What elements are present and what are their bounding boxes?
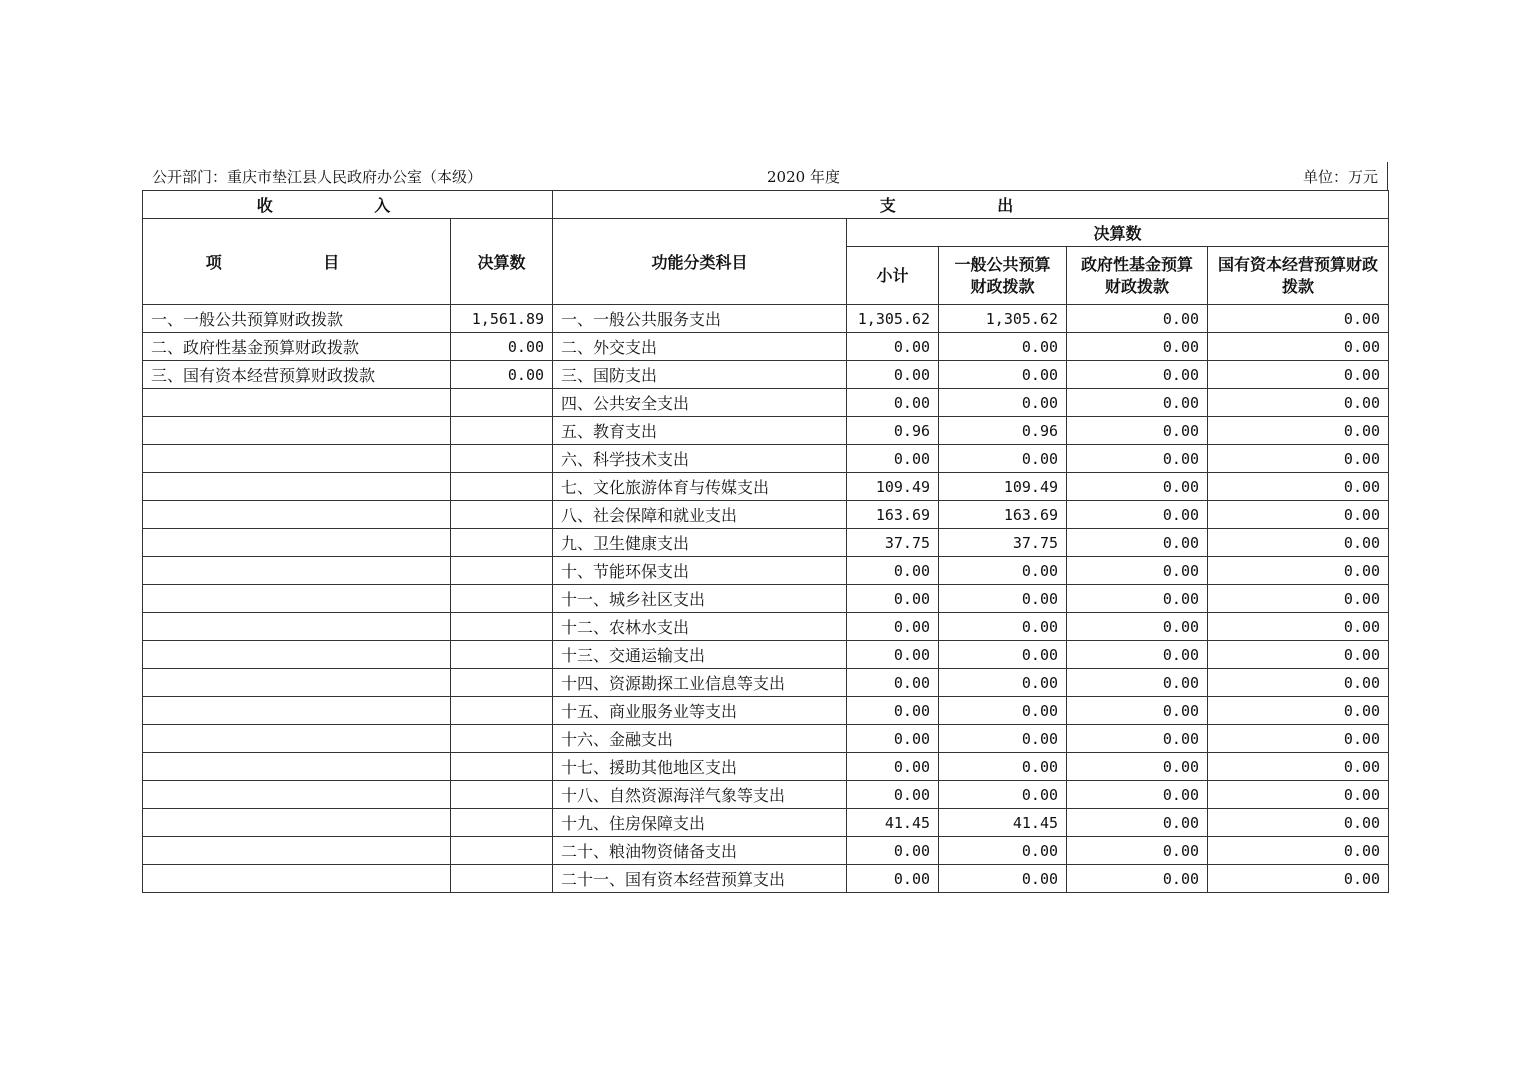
table-row [143,837,1389,865]
table-row [143,809,1389,837]
income-amount [451,865,553,893]
expense-state-capital: 0.00 [1208,529,1389,557]
budget-sheet [142,162,1388,893]
expense-general: 0.00 [939,585,1067,613]
income-amount [451,613,553,641]
expense-general: 0.00 [939,361,1067,389]
state-capital-header: 国有资本经营预算财政拨款 [1208,247,1389,305]
expense-gov-fund: 0.00 [1067,557,1208,585]
expense-state-capital: 0.00 [1208,389,1389,417]
income-header: 收 入 [143,191,553,219]
expense-category: 二、外交支出 [553,333,847,361]
income-amount-header: 决算数 [451,219,553,305]
income-amount [451,389,553,417]
department-label: 公开部门：重庆市垫江县人民政府办公室（本级） [152,168,483,186]
expense-general: 0.00 [939,333,1067,361]
expense-subtotal: 0.00 [847,557,939,585]
expense-gov-fund: 0.00 [1067,417,1208,445]
table-row [143,361,1389,389]
expense-subtotal: 0.00 [847,781,939,809]
expense-gov-fund: 0.00 [1067,613,1208,641]
expense-category: 三、国防支出 [553,361,847,389]
income-item [143,865,451,893]
income-item [143,641,451,669]
expense-category: 九、卫生健康支出 [553,529,847,557]
expense-state-capital: 0.00 [1208,781,1389,809]
expense-general: 0.00 [939,837,1067,865]
expense-general: 0.00 [939,781,1067,809]
table-row [143,641,1389,669]
income-item [143,389,451,417]
expense-general: 0.00 [939,865,1067,893]
expense-state-capital: 0.00 [1208,501,1389,529]
expense-subtotal: 0.00 [847,613,939,641]
income-item [143,837,451,865]
income-amount [451,809,553,837]
table-row [143,697,1389,725]
expense-general: 109.49 [939,473,1067,501]
expense-state-capital: 0.00 [1208,837,1389,865]
expense-gov-fund: 0.00 [1067,697,1208,725]
expense-gov-fund: 0.00 [1067,781,1208,809]
expense-general: 0.00 [939,445,1067,473]
expense-state-capital: 0.00 [1208,697,1389,725]
expense-state-capital: 0.00 [1208,445,1389,473]
expense-subtotal: 0.00 [847,725,939,753]
expense-gov-fund: 0.00 [1067,529,1208,557]
expense-category: 十九、住房保障支出 [553,809,847,837]
expense-gov-fund: 0.00 [1067,725,1208,753]
expense-general: 0.00 [939,641,1067,669]
expense-subtotal: 0.00 [847,865,939,893]
expense-state-capital: 0.00 [1208,473,1389,501]
income-amount: 1,561.89 [451,305,553,333]
expense-category: 十、节能环保支出 [553,557,847,585]
income-amount [451,501,553,529]
budget-table [142,190,1389,893]
expense-category: 十二、农林水支出 [553,613,847,641]
expense-category: 八、社会保障和就业支出 [553,501,847,529]
expense-subtotal: 0.96 [847,417,939,445]
table-row [143,557,1389,585]
expense-category: 五、教育支出 [553,417,847,445]
expense-gov-fund: 0.00 [1067,669,1208,697]
income-amount [451,445,553,473]
gov-fund-header: 政府性基金预算财政拨款 [1067,247,1208,305]
income-amount: 0.00 [451,333,553,361]
expense-subtotal: 37.75 [847,529,939,557]
income-item [143,417,451,445]
expense-subtotal: 109.49 [847,473,939,501]
expense-category: 六、科学技术支出 [553,445,847,473]
expense-gov-fund: 0.00 [1067,641,1208,669]
income-amount [451,529,553,557]
expense-general: 163.69 [939,501,1067,529]
table-row [143,613,1389,641]
expense-gov-fund: 0.00 [1067,501,1208,529]
expense-state-capital: 0.00 [1208,417,1389,445]
expense-subtotal: 0.00 [847,669,939,697]
expense-general: 0.00 [939,725,1067,753]
table-row [143,585,1389,613]
table-row [143,781,1389,809]
expense-state-capital: 0.00 [1208,361,1389,389]
subtotal-header: 小计 [847,247,939,305]
expense-category: 一、一般公共服务支出 [553,305,847,333]
table-row [143,305,1389,333]
expense-category: 十一、城乡社区支出 [553,585,847,613]
expense-general: 1,305.62 [939,305,1067,333]
table-row [143,417,1389,445]
expense-state-capital: 0.00 [1208,753,1389,781]
expense-gov-fund: 0.00 [1067,473,1208,501]
income-item [143,613,451,641]
general-budget-header: 一般公共预算财政拨款 [939,247,1067,305]
income-amount [451,585,553,613]
expense-subtotal: 0.00 [847,445,939,473]
income-amount [451,669,553,697]
expense-category: 七、文化旅游体育与传媒支出 [553,473,847,501]
table-row [143,501,1389,529]
expense-general: 41.45 [939,809,1067,837]
income-item [143,697,451,725]
expense-category: 二十一、国有资本经营预算支出 [553,865,847,893]
income-amount [451,781,553,809]
expense-subtotal: 0.00 [847,641,939,669]
income-item: 三、国有资本经营预算财政拨款 [143,361,451,389]
sheet-meta [142,162,1388,190]
table-row [143,529,1389,557]
income-item [143,529,451,557]
expense-category: 十四、资源勘探工业信息等支出 [553,669,847,697]
expense-state-capital: 0.00 [1208,557,1389,585]
expense-gov-fund: 0.00 [1067,305,1208,333]
income-item [143,669,451,697]
expense-state-capital: 0.00 [1208,865,1389,893]
table-row [143,753,1389,781]
expense-subtotal: 0.00 [847,333,939,361]
expense-state-capital: 0.00 [1208,725,1389,753]
income-item [143,445,451,473]
expense-category: 二十、粮油物资储备支出 [553,837,847,865]
item-header: 项 目 [143,219,451,305]
expense-general: 0.00 [939,389,1067,417]
expense-subtotal: 1,305.62 [847,305,939,333]
income-item [143,557,451,585]
expense-state-capital: 0.00 [1208,613,1389,641]
expense-subtotal: 0.00 [847,389,939,417]
expense-category: 十三、交通运输支出 [553,641,847,669]
expense-subtotal: 0.00 [847,585,939,613]
expense-state-capital: 0.00 [1208,641,1389,669]
income-amount [451,641,553,669]
income-amount [451,557,553,585]
table-row [143,473,1389,501]
income-item [143,501,451,529]
income-item [143,753,451,781]
expense-gov-fund: 0.00 [1067,809,1208,837]
expense-subtotal: 0.00 [847,361,939,389]
expense-category: 十五、商业服务业等支出 [553,697,847,725]
income-item: 二、政府性基金预算财政拨款 [143,333,451,361]
function-category-header: 功能分类科目 [553,219,847,305]
income-item: 一、一般公共预算财政拨款 [143,305,451,333]
fiscal-year: 2020 年度 [767,168,840,186]
table-row [143,669,1389,697]
expense-subtotal: 41.45 [847,809,939,837]
income-amount [451,837,553,865]
table-row [143,445,1389,473]
table-row [143,389,1389,417]
meta-divider [1387,162,1388,190]
expense-category: 十七、援助其他地区支出 [553,753,847,781]
unit-label: 单位：万元 [1302,168,1378,186]
income-item [143,473,451,501]
expense-state-capital: 0.00 [1208,809,1389,837]
expense-general: 0.00 [939,753,1067,781]
expense-category: 十六、金融支出 [553,725,847,753]
income-amount [451,417,553,445]
expense-gov-fund: 0.00 [1067,361,1208,389]
expense-general: 0.00 [939,557,1067,585]
expense-general: 37.75 [939,529,1067,557]
expense-subtotal: 0.00 [847,697,939,725]
income-amount: 0.00 [451,361,553,389]
expense-gov-fund: 0.00 [1067,333,1208,361]
expense-gov-fund: 0.00 [1067,865,1208,893]
income-item [143,585,451,613]
expense-gov-fund: 0.00 [1067,389,1208,417]
expense-state-capital: 0.00 [1208,333,1389,361]
income-item [143,781,451,809]
income-item [143,809,451,837]
expense-gov-fund: 0.00 [1067,753,1208,781]
expense-general: 0.96 [939,417,1067,445]
income-amount [451,697,553,725]
expense-state-capital: 0.00 [1208,669,1389,697]
income-item [143,725,451,753]
expense-subtotal: 0.00 [847,837,939,865]
expense-subtotal: 0.00 [847,753,939,781]
expense-gov-fund: 0.00 [1067,585,1208,613]
expense-gov-fund: 0.00 [1067,837,1208,865]
expense-subtotal: 163.69 [847,501,939,529]
expense-state-capital: 0.00 [1208,305,1389,333]
income-amount [451,753,553,781]
table-row [143,865,1389,893]
expense-category: 十八、自然资源海洋气象等支出 [553,781,847,809]
expense-category: 四、公共安全支出 [553,389,847,417]
expense-header: 支 出 [553,191,1389,219]
budget-total-header: 决算数 [847,219,1389,247]
expense-gov-fund: 0.00 [1067,445,1208,473]
expense-general: 0.00 [939,697,1067,725]
expense-state-capital: 0.00 [1208,585,1389,613]
income-amount [451,473,553,501]
expense-general: 0.00 [939,613,1067,641]
table-row [143,333,1389,361]
expense-general: 0.00 [939,669,1067,697]
income-amount [451,725,553,753]
table-row [143,725,1389,753]
